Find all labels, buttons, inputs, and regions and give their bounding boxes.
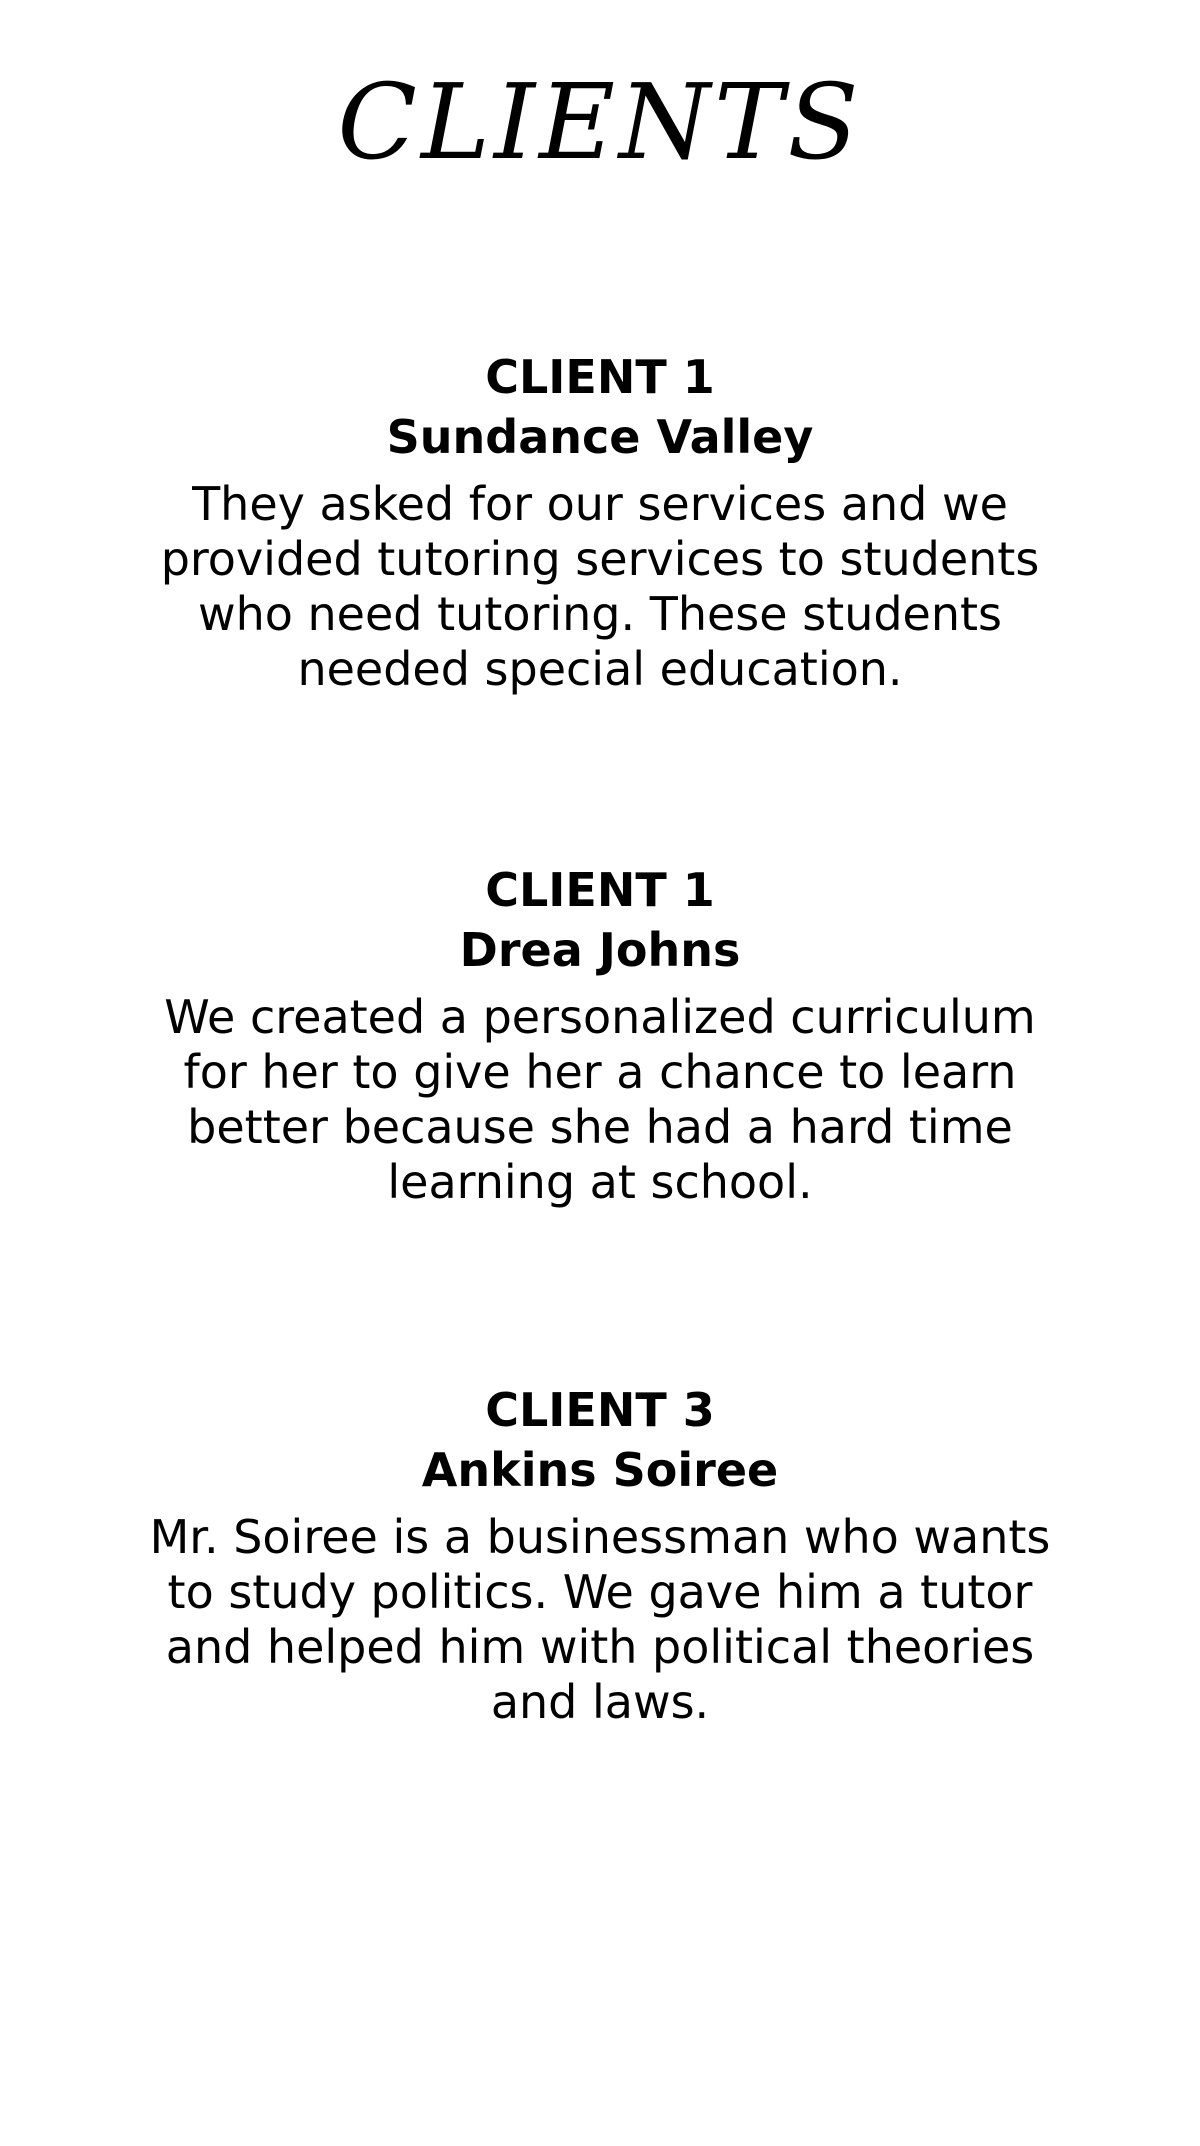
- client-description: Mr. Soiree is a businessman who wants to study politics. We gave him a tutor and helped him with political theories and laws.: [149, 1510, 1051, 1729]
- client-section: [0, 860, 1200, 1210]
- client-label: CLIENT 1: [485, 350, 715, 404]
- client-description: We created a personalized curriculum for her to give her a chance to learn better because she had a hard time learning at school.: [164, 990, 1036, 1209]
- client-description: They asked for our services and we provided tutoring services to students who need tutoring. These students needed special education.: [160, 477, 1040, 696]
- client-label: CLIENT 1: [485, 863, 715, 917]
- client-name: Drea Johns: [459, 923, 741, 977]
- page-title: CLIENTS: [337, 61, 863, 183]
- client-label: CLIENT 3: [485, 1383, 715, 1437]
- client-section: [0, 347, 1200, 697]
- client-name: Sundance Valley: [386, 410, 814, 464]
- client-section: [0, 1380, 1200, 1730]
- client-name: Ankins Soiree: [421, 1443, 779, 1497]
